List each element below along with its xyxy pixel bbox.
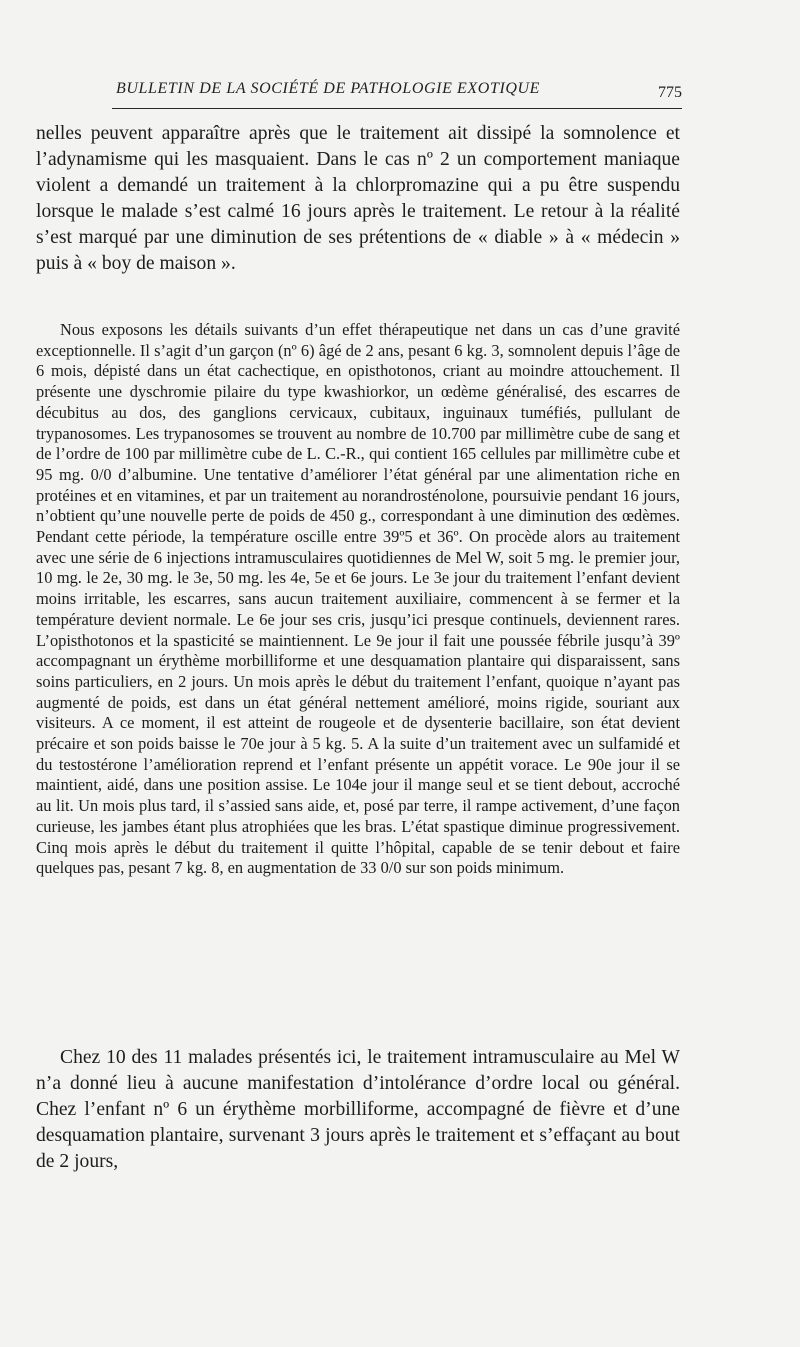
running-header (112, 80, 682, 109)
paragraph-case-report: Nous exposons les détails suivants d’un effet thérapeutique net dans un cas d’une gravité exceptionnelle. Il s’agit d’un garçon (nº 6) âgé de 2 ans, pesant 6 kg. 3, somnolent depuis l’âge de 6 mois, dépisté dans un état cachectique, en opisthotonos, criant au moindre attouchement. Il présente une dyschromie pilaire du type kwashiorkor, un œdème généralisé, des escarres de décubitus au dos, des ganglions cervicaux, cubitaux, inguinaux tuméfiés, pullulant de trypanosomes. Les trypanosomes se trouvent au nombre de 10.700 par millimètre cube de sang et de l’ordre de 100 par millimètre cube de L. C.-R., qui contient 165 cellules par millimètre cube et 95 mg. 0/0 d’albumine. Une tentative d’améliorer l’état général par une alimentation riche en protéines et en vitamines, et par un traitement au norandrosténolone, poursuivie pendant 16 jours, n’obtient qu’une nouvelle perte de poids de 450 g., correspondant à une diminution des œdèmes. Pendant cette période, la température oscille entre 39º5 et 36º. On procède alors au traitement avec une série de 6 injections intramusculaires quotidiennes de Mel W, soit 5 mg. le premier jour, 10 mg. le 2e, 30 mg. le 3e, 50 mg. les 4e, 5e et 6e jours. Le 3e jour du traitement l’enfant devient moins irritable, les escarres, sans aucun traitement auxiliaire, commencent à se fermer et la température devient normale. Le 6e jour ses cris, jusqu’ici presque continuels, deviennent rares. L’opisthotonos et la spasticité se maintiennent. Le 9e jour il fait une poussée fébrile jusqu’à 39º accompagnant un érythème morbilliforme et une desquamation plantaire qui disparaissent, sans soins particuliers, en 2 jours. Un mois après le début du traitement l’enfant, quoique n’ayant pas augmenté de poids, est dans un état général nettement amélioré, moins rigide, souriant aux visiteurs. A ce moment, il est atteint de rougeole et de dysenterie bacillaire, son état devient précaire et son poids baisse le 70e jour à 5 kg. 5. A la suite d’un traitement avec un sulfamidé et du testostérone l’amélioration reprend et l’enfant présente un appétit vorace. Le 90e jour il se maintient, aidé, dans une position assise. Le 104e jour il mange seul et se tient debout, accroché au lit. Un mois plus tard, il s’assied sans aide, et, posé par terre, il rampe activement, d’une façon curieuse, les jambes étant plus atrophiées que les bras. L’état spastique diminue progressivement. Cinq mois après le début du traitement il quitte l’hôpital, capable de se tenir debout et faire quelques pas, pesant 7 kg. 8, en augmentation de 33 0/0 sur son poids minimum. (36, 320, 680, 878)
paragraph-3: Chez 10 des 11 malades présentés ici, le traitement intramusculaire au Mel W n’a donné lieu à aucune manifestation d’intolérance d’ordre local ou général. Chez l’enfant nº 6 un érythème morbilliforme, accompagné de fièvre et d’une desquamation plantaire, survenant 3 jours après le traitement et s’effaçant au bout de 2 jours, (36, 1047, 680, 1172)
page-number: 775 (658, 84, 682, 101)
journal-title: BULLETIN DE LA SOCIÉTÉ DE PATHOLOGIE EXOTIQUE (116, 80, 541, 97)
paragraph-1: nelles peuvent apparaître après que le traitement ait dissipé la somnolence et l’adynamisme qui les masquaient. Dans le cas nº 2 un comportement maniaque violent a demandé un traitement à la chlorpromazine qui a pu être suspendu lorsque le malade s’est calmé 16 jours après le traitement. Le retour à la réalité s’est marqué par une diminution de ses prétentions de « diable » à « médecin » puis à « boy de maison ». (36, 123, 680, 274)
